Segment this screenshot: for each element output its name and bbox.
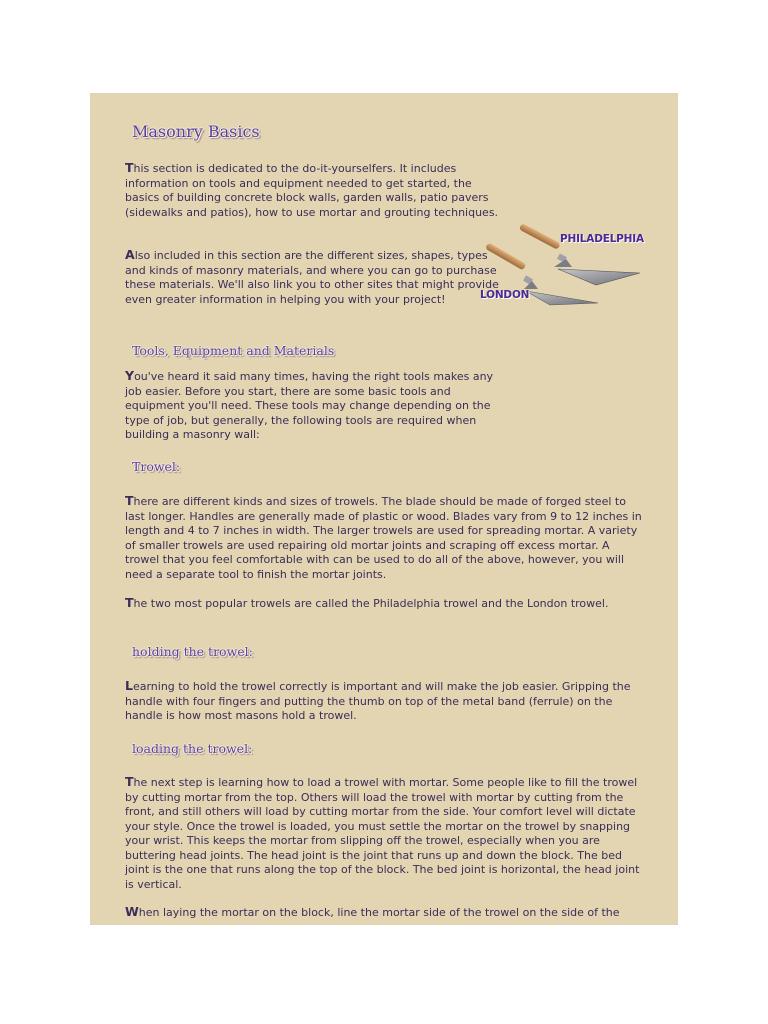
- drop-letter: T: [125, 774, 134, 789]
- london-label: LONDON: [480, 289, 530, 301]
- intro-paragraph-2: [125, 248, 505, 307]
- drop-letter: W: [125, 904, 139, 919]
- tools-paragraph: [125, 369, 505, 443]
- loading-paragraph-2: [125, 905, 645, 921]
- paragraph-text: he next step is learning how to load a trowel with mortar. Some people like to fill the trowel by cutting mortar from the top. Others will load the trowel with mortar by cutting from the front, and still others will load by cutting mortar from the side. Your comfort level will dictate your style. Once the trowel is loaded, you must settle the mortar on the trowel by snapping your wrist. This keeps the mortar from slipping off the trowel, especially when you are buttering head joints. The head joint is the joint that runs up and down the block. The bed joint is the one that runs along the top of the block. The bed joint is horizontal, the head joint is vertical.: [125, 776, 640, 891]
- document-page: [90, 93, 678, 925]
- intro-paragraph-1: [125, 161, 505, 220]
- loading-paragraph-1: [125, 775, 645, 892]
- trowel-paragraph-1: [125, 494, 645, 582]
- paragraph-text: here are different kinds and sizes of trowels. The blade should be made of forged steel to last longer. Handles are generally made of plastic or wood. Blades vary from 9 to 12 inches in length and 4 to 7 inches in width. The larger trowels are used for spreading mortar. A variety of smaller trowels are used repairing old mortar joints and scraping off excess mortar. A trowel that you feel comfortable with can be used to do all of the above, however, you will need a separate tool to finish the mortar joints.: [125, 495, 642, 581]
- holding-paragraph: [125, 679, 645, 724]
- drop-letter: L: [125, 678, 133, 693]
- philadelphia-label: PHILADELPHIA: [560, 233, 644, 245]
- paragraph-text: ou've heard it said many times, having the right tools makes any job easier. Before you start, there are some basic tools and equipment you'll need. These tools may change depending on the type of job, but generally, the following tools are required when building a masonry wall:: [125, 370, 494, 441]
- drop-letter: Y: [125, 368, 135, 383]
- section-heading-tools: Tools, Equipment and Materials: [132, 343, 335, 358]
- section-heading-trowel: Trowel:: [132, 459, 181, 474]
- drop-letter: A: [125, 247, 135, 262]
- paragraph-text: hen laying the mortar on the block, line the mortar side of the trowel on the side of the: [138, 906, 620, 919]
- section-heading-loading: loading the trowel:: [132, 741, 253, 756]
- section-heading-holding: holding the trowel:: [132, 644, 253, 659]
- drop-letter: T: [125, 595, 134, 610]
- trowel-paragraph-2: [125, 596, 645, 612]
- paragraph-text: he two most popular trowels are called the Philadelphia trowel and the London trowel.: [133, 597, 609, 610]
- paragraph-text: his section is dedicated to the do-it-yourselfers. It includes information on tools and equipment needed to get started, the basics of building concrete block walls, garden walls, patio pavers (sidewalks and patios), how to use mortar and grouting techniques.: [125, 162, 499, 219]
- page-title: Masonry Basics: [132, 122, 260, 141]
- drop-letter: T: [125, 160, 134, 175]
- paragraph-text: earning to hold the trowel correctly is important and will make the job easier. Gripping the handle with four fingers and putting the thumb on top of the metal band (ferrule) on the handle is how most masons hold a trowel.: [125, 680, 631, 722]
- drop-letter: T: [125, 493, 134, 508]
- paragraph-text: lso included in this section are the different sizes, shapes, types and kinds of masonry materials, and where you can go to purchase these materials. We'll also link you to other sites that might provide even greater information in helping you with your project!: [125, 249, 499, 306]
